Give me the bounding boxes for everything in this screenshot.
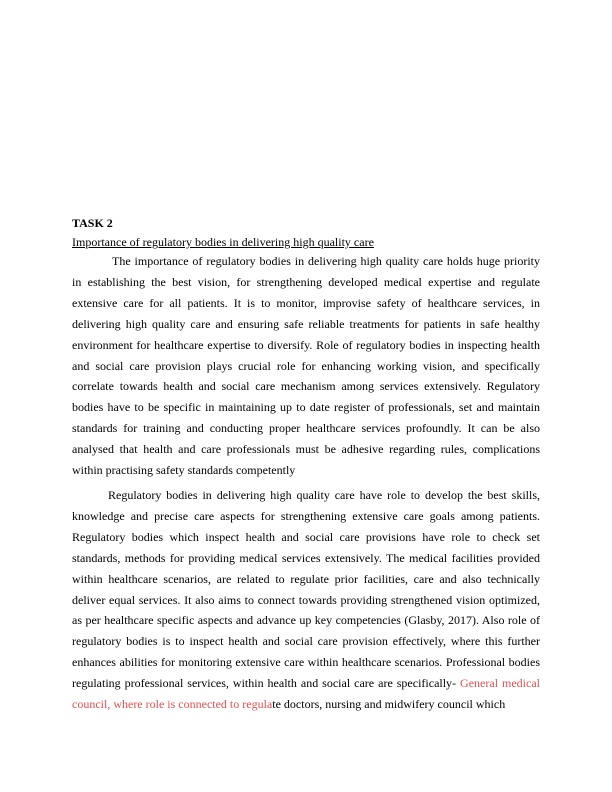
paragraph-2-text: Regulatory bodies in delivering high quality care have role to develop the best skills, knowledge and precise care aspects for strengthening extensive care goals among patients. Regulatory bodies which inspect health and social care provisions have role to check set standards, methods for providing medical services extensively. The medical facilities provided within healthcare scenarios, are related to regulate prior facilities, care and also technically deliver equal services. It also aims to connect towards providing strengthened vision optimized, as per healthcare specific aspects and advance up key competencies (Glasby, 2017). Also role of regulatory bodies is to inspect health and social care provision effectively, where this further enhances abilities for monitoring extensive care within healthcare scenarios. Professional bodies regulating professional services, within health and social care are specifically- xyxy=(72,487,540,691)
paragraph-2-end: te doctors, nursing and midwifery council which xyxy=(272,697,506,712)
paragraph-1: The importance of regulatory bodies in delivering high quality care holds huge priority in establishing the best vision, for strengthening developed medical expertise and regulate extensive care for all patients. It is to monitor, improvise safety of healthcare services, in delivering high quality care and ensuring safe reliable treatments for patients in safe healthy environment for healthcare expertise to diversify. Role of regulatory bodies in inspecting health and social care provision plays crucial role for enhancing working vision, and specifically correlate towards health and social care mechanism among services extensively. Regulatory bodies have to be specific in maintaining up to date register of professionals, set and maintain standards for training and conducting proper healthcare services profoundly. It can be also analysed that health and care professionals must be adhesive regarding rules, complications within practising safety standards competently xyxy=(72,254,540,478)
task-heading: TASK 2 xyxy=(72,216,113,230)
paragraph-2 xyxy=(72,485,540,715)
section-subheading: Importance of regulatory bodies in delivering high quality care xyxy=(72,235,374,249)
document-body xyxy=(72,215,540,715)
highlighted-text: General medical council, where role is connected to regula xyxy=(72,676,540,712)
